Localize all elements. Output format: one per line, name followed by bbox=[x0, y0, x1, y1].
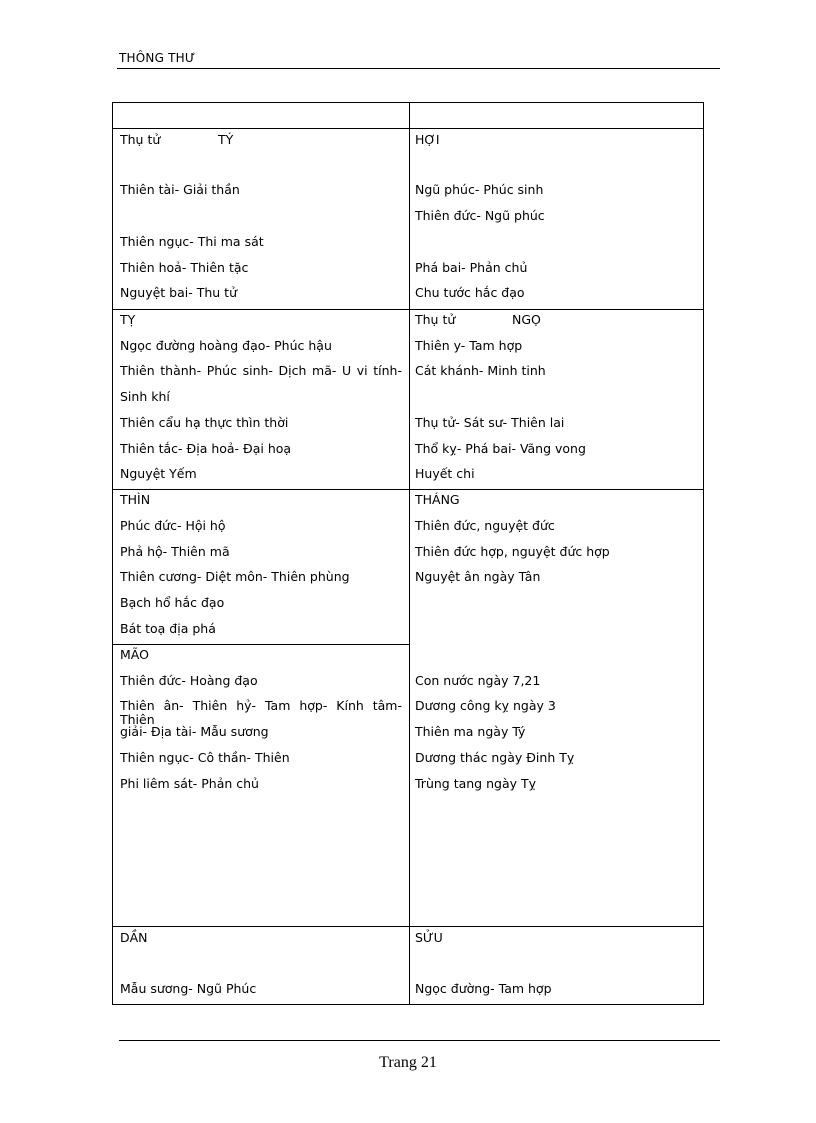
cell-line: Thiên tắc- Địa hoả- Đại hoạ bbox=[120, 441, 292, 456]
cell-line: Bát toạ địa phá bbox=[120, 621, 216, 636]
cell-line: Dương thác ngày Đinh Tỵ bbox=[415, 750, 575, 765]
cell-line: Thiên ngục- Cô thần- Thiên bbox=[120, 750, 290, 765]
cell-line: Mẫu sương- Ngũ Phúc bbox=[120, 981, 257, 996]
cell-line: Thiên y- Tam hợp bbox=[415, 338, 523, 353]
cell-line: Huyết chi bbox=[415, 466, 475, 481]
document-header-title: THÔNG THƯ bbox=[119, 51, 196, 65]
cell-heading: NGỌ bbox=[512, 312, 541, 327]
table-row-divider bbox=[113, 926, 703, 927]
table-row-divider bbox=[113, 644, 409, 645]
cell-line: Phi liêm sát- Phản chủ bbox=[120, 776, 259, 791]
cell-line: Nguyệt bai- Thu tử bbox=[120, 285, 237, 300]
cell-heading: SỬU bbox=[415, 930, 443, 945]
cell-line: Thiên ngục- Thi ma sát bbox=[120, 234, 264, 249]
cell-heading: MÃO bbox=[120, 647, 149, 662]
cell-line: Nguyệt Yếm bbox=[120, 466, 197, 481]
header-rule bbox=[117, 68, 720, 69]
table-row-divider bbox=[113, 309, 703, 310]
cell-line: Thiên hoả- Thiên tặc bbox=[120, 260, 249, 275]
almanac-table bbox=[112, 102, 704, 1005]
page-number: Trang 21 bbox=[379, 1054, 437, 1071]
cell-line: Thụ tử- Sát sư- Thiên lai bbox=[415, 415, 565, 430]
cell-label: Thụ tử bbox=[120, 132, 161, 147]
cell-heading: THÌN bbox=[120, 492, 151, 507]
cell-line: Dương công kỵ ngày 3 bbox=[415, 698, 556, 713]
cell-heading: DẦN bbox=[120, 930, 148, 945]
cell-line: Sinh khí bbox=[120, 389, 170, 404]
table-column-divider bbox=[409, 103, 410, 1004]
cell-heading: THÁNG bbox=[415, 492, 460, 507]
cell-line: Ngọc đường- Tam hợp bbox=[415, 981, 552, 996]
cell-line: Thiên đức- Ngũ phúc bbox=[415, 208, 545, 223]
table-row-divider bbox=[113, 128, 703, 129]
cell-line: Thiên ân- Thiên hỷ- Tam hợp- Kính tâm- Thiên bbox=[120, 698, 402, 727]
cell-line: Trùng tang ngày Tỵ bbox=[415, 776, 537, 791]
cell-line: Thiên cẩu hạ thực thìn thời bbox=[120, 415, 289, 430]
cell-line: Chu tước hắc đạo bbox=[415, 285, 525, 300]
cell-line: Phá bai- Phản chủ bbox=[415, 260, 528, 275]
cell-heading: HỢI bbox=[415, 132, 440, 147]
cell-line: giải- Địa tài- Mẫu sương bbox=[120, 724, 269, 739]
cell-line: Phúc đức- Hội hộ bbox=[120, 518, 226, 533]
cell-line: Ngũ phúc- Phúc sinh bbox=[415, 182, 544, 197]
cell-line: Thiên đức, nguyệt đức bbox=[415, 518, 555, 533]
cell-line: Thiên cương- Diệt môn- Thiên phùng bbox=[120, 569, 350, 584]
cell-label: Thụ tử bbox=[415, 312, 456, 327]
cell-line: Thiên thành- Phúc sinh- Dịch mã- U vi tính- bbox=[120, 363, 402, 378]
cell-heading: TỴ bbox=[120, 312, 136, 327]
cell-line: Thiên tài- Giải thần bbox=[120, 182, 240, 197]
cell-line: Thiên ma ngày Tý bbox=[415, 724, 526, 739]
cell-line: Phả hộ- Thiên mã bbox=[120, 544, 230, 559]
cell-line: Thiên đức hợp, nguyệt đức hợp bbox=[415, 544, 610, 559]
cell-line: Con nước ngày 7,21 bbox=[415, 673, 541, 688]
cell-heading: TÝ bbox=[218, 132, 234, 147]
cell-line: Cát khánh- Minh tinh bbox=[415, 363, 546, 378]
cell-line: Thiên đức- Hoàng đạo bbox=[120, 673, 258, 688]
cell-line: Nguyệt ân ngày Tân bbox=[415, 569, 541, 584]
footer-rule bbox=[119, 1040, 720, 1041]
cell-line: Thổ kỵ- Phá bai- Vãng vong bbox=[415, 441, 586, 456]
table-row-divider bbox=[113, 489, 703, 490]
cell-line: Bạch hổ hắc đạo bbox=[120, 595, 225, 610]
cell-line: Ngọc đường hoàng đạo- Phúc hậu bbox=[120, 338, 332, 353]
